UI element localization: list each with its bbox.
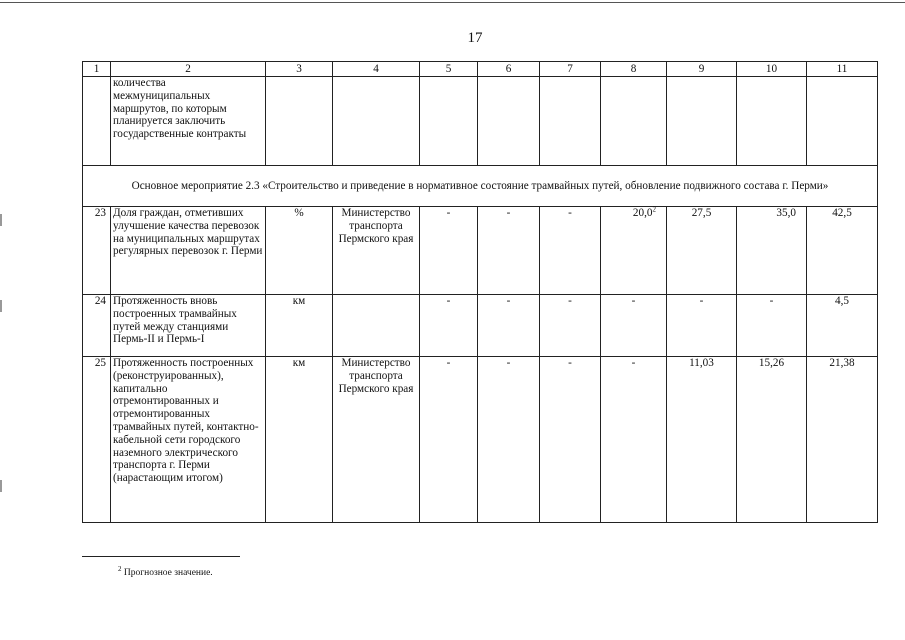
column-header: 8 bbox=[601, 62, 667, 77]
responsible-cell bbox=[333, 295, 420, 357]
footnote-mark: 2 bbox=[118, 564, 122, 573]
value-cell: - bbox=[540, 295, 601, 357]
value-cell: - bbox=[601, 295, 667, 357]
value-cell bbox=[420, 77, 478, 166]
column-header: 2 bbox=[111, 62, 266, 77]
value-cell: - bbox=[737, 295, 807, 357]
value-cell: 15,26 bbox=[737, 357, 807, 523]
value-cell: 35,0 bbox=[737, 207, 807, 295]
value-cell: - bbox=[478, 295, 540, 357]
column-header: 11 bbox=[807, 62, 878, 77]
value-cell bbox=[667, 77, 737, 166]
value-cell: 21,38 bbox=[807, 357, 878, 523]
value-cell: - bbox=[478, 207, 540, 295]
value-cell: 42,5 bbox=[807, 207, 878, 295]
section-row bbox=[83, 166, 878, 207]
unit-cell: % bbox=[266, 207, 333, 295]
value-cell bbox=[540, 77, 601, 166]
indicator-name: Протяженность вновь построенных трамвайных путей между станциями Пермь-II и Пермь-I bbox=[111, 295, 266, 357]
table-row bbox=[83, 77, 878, 166]
value-cell: - bbox=[420, 207, 478, 295]
value-cell bbox=[478, 77, 540, 166]
table-header-row bbox=[83, 62, 878, 77]
indicator-name: количества межмуниципальных маршрутов, по которым планируется заключить государственные контракты bbox=[111, 77, 266, 166]
unit-cell: км bbox=[266, 295, 333, 357]
responsible-cell: Министерство транспорта Пермского края bbox=[333, 207, 420, 295]
scan-margin-mark bbox=[0, 300, 2, 312]
column-header: 1 bbox=[83, 62, 111, 77]
value-cell: 4,5 bbox=[807, 295, 878, 357]
value-cell bbox=[807, 77, 878, 166]
indicator-name: Протяженность построенных (реконструированных), капитально отремонтированных и отремонтированных трамвайных путей, контактно-кабельной сети городского наземного электрического транспорта г. Перми (нарастающим итогом) bbox=[111, 357, 266, 523]
value-cell: - bbox=[540, 357, 601, 523]
scan-margin-mark bbox=[0, 480, 2, 492]
row-number: 24 bbox=[83, 295, 111, 357]
value-cell: 27,5 bbox=[667, 207, 737, 295]
value-cell: - bbox=[420, 357, 478, 523]
scan-top-edge bbox=[0, 2, 905, 3]
table-row bbox=[83, 357, 878, 523]
responsible-cell: Министерство транспорта Пермского края bbox=[333, 357, 420, 523]
value-cell bbox=[601, 77, 667, 166]
footnote bbox=[118, 564, 213, 578]
page-number: 17 bbox=[467, 30, 483, 46]
scan-margin-mark bbox=[0, 214, 2, 226]
table-row bbox=[83, 207, 878, 295]
value-cell: 11,03 bbox=[667, 357, 737, 523]
column-header: 7 bbox=[540, 62, 601, 77]
row-number: 25 bbox=[83, 357, 111, 523]
value-cell: - bbox=[667, 295, 737, 357]
indicator-name: Доля граждан, отметивших улучшение качества перевозок на муниципальных маршрутах регулярных перевозок г. Перми bbox=[111, 207, 266, 295]
value-text: 20,0 bbox=[632, 207, 653, 219]
row-number: 23 bbox=[83, 207, 111, 295]
value-cell: - bbox=[601, 357, 667, 523]
footnote-separator bbox=[82, 556, 240, 557]
column-header: 6 bbox=[478, 62, 540, 77]
unit-cell bbox=[266, 77, 333, 166]
row-number bbox=[83, 77, 111, 166]
responsible-cell bbox=[333, 77, 420, 166]
column-header: 9 bbox=[667, 62, 737, 77]
unit-cell: км bbox=[266, 357, 333, 523]
column-header: 5 bbox=[420, 62, 478, 77]
column-header: 4 bbox=[333, 62, 420, 77]
value-cell: - bbox=[420, 295, 478, 357]
value-cell bbox=[737, 77, 807, 166]
footnote-text: Прогнозное значение. bbox=[123, 568, 213, 578]
section-title: Основное мероприятие 2.3 «Строительство и приведение в нормативное состояние трамвайных путей, обновление подвижного состава г. Перми» bbox=[83, 166, 878, 207]
value-cell: - bbox=[478, 357, 540, 523]
column-header: 10 bbox=[737, 62, 807, 77]
indicators-table bbox=[82, 61, 878, 523]
table-row bbox=[83, 295, 878, 357]
footnote-ref: 2 bbox=[652, 205, 656, 214]
column-header: 3 bbox=[266, 62, 333, 77]
value-cell bbox=[601, 207, 667, 295]
value-cell: - bbox=[540, 207, 601, 295]
